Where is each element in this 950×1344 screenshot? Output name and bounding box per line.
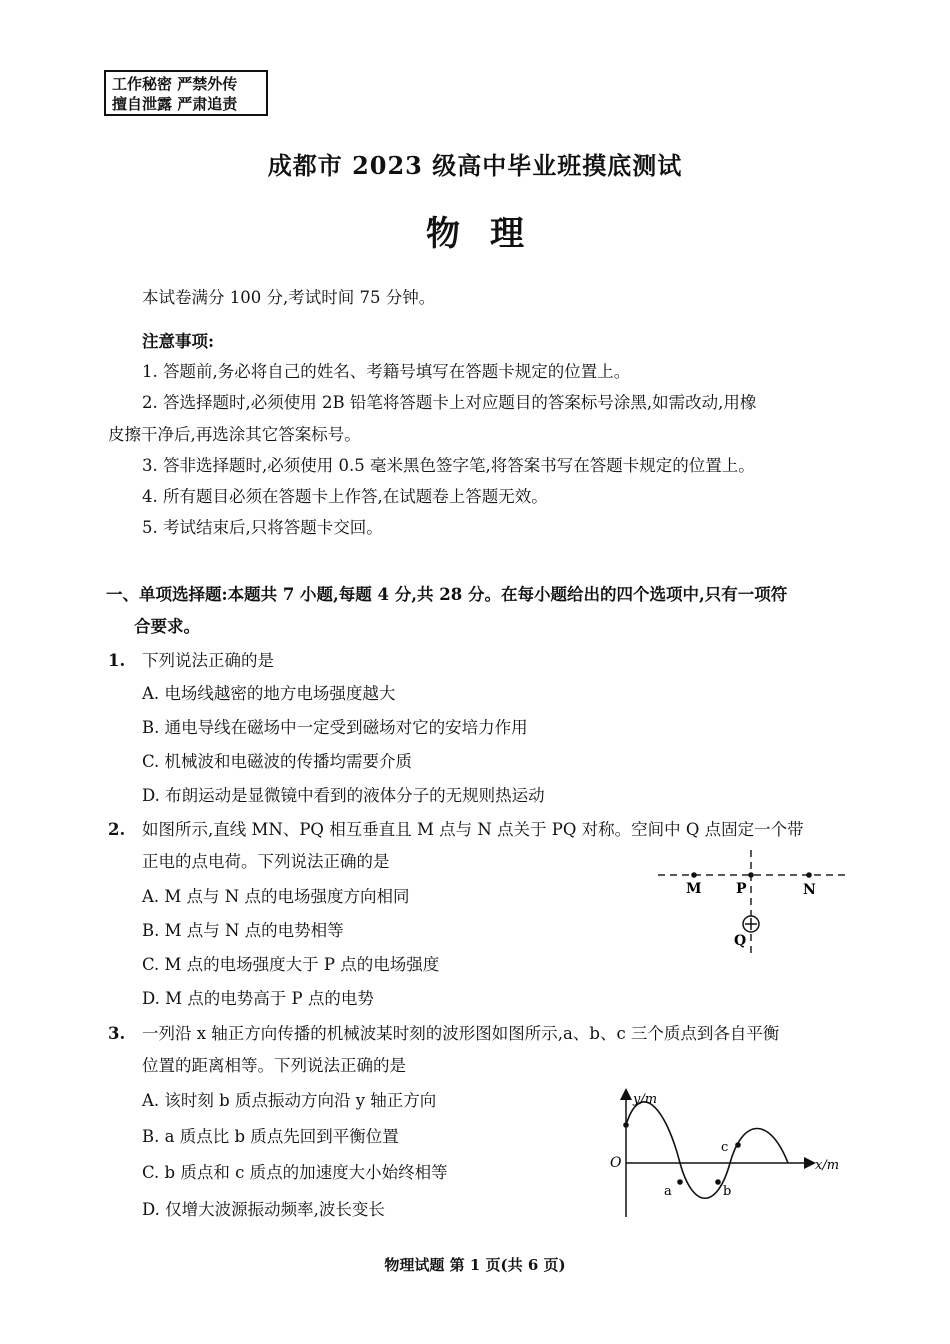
option-b: B. a 质点比 b 质点先回到平衡位置	[142, 1127, 399, 1146]
question-stem: 如图所示,直线 MN、PQ 相互垂直且 M 点与 N 点关于 PQ 对称。空间中 Q 点固定一个带	[142, 820, 804, 839]
stamp-line-2: 擅自泄露 严肃追责	[112, 95, 238, 113]
section-heading-cont: 合要求。	[134, 617, 200, 636]
notice-item: 3. 答非选择题时,必须使用 0.5 毫米黑色签字笔,将答案书写在答题卡规定的位置上。	[142, 456, 755, 475]
intro-text: 本试卷满分 100 分,考试时间 75 分钟。	[142, 288, 436, 307]
subject-title: 物理	[426, 214, 554, 254]
notice-item: 1. 答题前,务必将自己的姓名、考籍号填写在答题卡规定的位置上。	[142, 362, 631, 381]
option-a: A. 该时刻 b 质点振动方向沿 y 轴正方向	[142, 1091, 437, 1110]
label-b: b	[723, 1184, 732, 1199]
option-a: A. M 点与 N 点的电场强度方向相同	[142, 887, 410, 906]
option-d: D. M 点的电势高于 P 点的电势	[142, 989, 374, 1008]
label-a: a	[664, 1184, 672, 1199]
point-n	[806, 872, 812, 878]
notice-item: 4. 所有题目必须在答题卡上作答,在试题卷上答题无效。	[142, 487, 548, 506]
field-diagram	[650, 845, 850, 960]
point-start	[623, 1122, 629, 1128]
question-stem: 下列说法正确的是	[142, 651, 274, 670]
wave-curve	[626, 1102, 788, 1198]
label-c: c	[721, 1140, 729, 1155]
option-b: B. 通电导线在磁场中一定受到磁场对它的安培力作用	[142, 718, 528, 737]
notice-item: 2. 答选择题时,必须使用 2B 铅笔将答题卡上对应题目的答案标号涂黑,如需改动,用橡	[142, 393, 757, 412]
notice-item: 5. 考试结束后,只将答题卡交回。	[142, 518, 383, 537]
question-stem: 一列沿 x 轴正方向传播的机械波某时刻的波形图如图所示,a、b、c 三个质点到各自平衡	[142, 1024, 780, 1043]
notice-heading: 注意事项:	[142, 332, 215, 351]
label-q: Q	[734, 933, 747, 949]
label-x: x/m	[815, 1158, 840, 1173]
option-c: C. M 点的电场强度大于 P 点的电场强度	[142, 955, 440, 974]
label-m: M	[686, 881, 702, 897]
option-d: D. 布朗运动是显微镜中看到的液体分子的无规则热运动	[142, 786, 545, 805]
exam-title: 成都市 2023 级高中毕业班摸底测试	[267, 151, 683, 180]
question-number: 2.	[108, 820, 126, 839]
label-p: P	[736, 881, 747, 897]
option-c: C. b 质点和 c 质点的加速度大小始终相等	[142, 1163, 448, 1182]
point-c	[735, 1142, 741, 1148]
question-stem-cont: 位置的距离相等。下列说法正确的是	[142, 1056, 406, 1075]
point-a	[677, 1179, 683, 1185]
label-n: N	[803, 882, 816, 898]
point-p	[748, 872, 754, 878]
question-number: 1.	[108, 651, 126, 670]
label-y: y/m	[633, 1092, 658, 1107]
label-origin: O	[610, 1155, 622, 1171]
question-number: 3.	[108, 1024, 126, 1043]
stamp-line-1: 工作秘密 严禁外传	[112, 75, 238, 93]
section-heading: 一、单项选择题:本题共 7 小题,每题 4 分,共 28 分。在每小题给出的四个选项中,只有一项符	[106, 585, 788, 604]
wave-diagram	[605, 1085, 855, 1225]
question-stem-cont: 正电的点电荷。下列说法正确的是	[142, 852, 390, 871]
notice-item: 皮擦干净后,再选涂其它答案标号。	[108, 425, 361, 444]
page-footer: 物理试题 第 1 页(共 6 页)	[384, 1256, 566, 1274]
point-b	[715, 1179, 721, 1185]
point-m	[691, 872, 697, 878]
option-d: D. 仅增大波源振动频率,波长变长	[142, 1200, 385, 1219]
option-a: A. 电场线越密的地方电场强度越大	[142, 684, 396, 703]
confidential-stamp	[104, 70, 268, 116]
option-b: B. M 点与 N 点的电势相等	[142, 921, 344, 940]
option-c: C. 机械波和电磁波的传播均需要介质	[142, 752, 413, 771]
